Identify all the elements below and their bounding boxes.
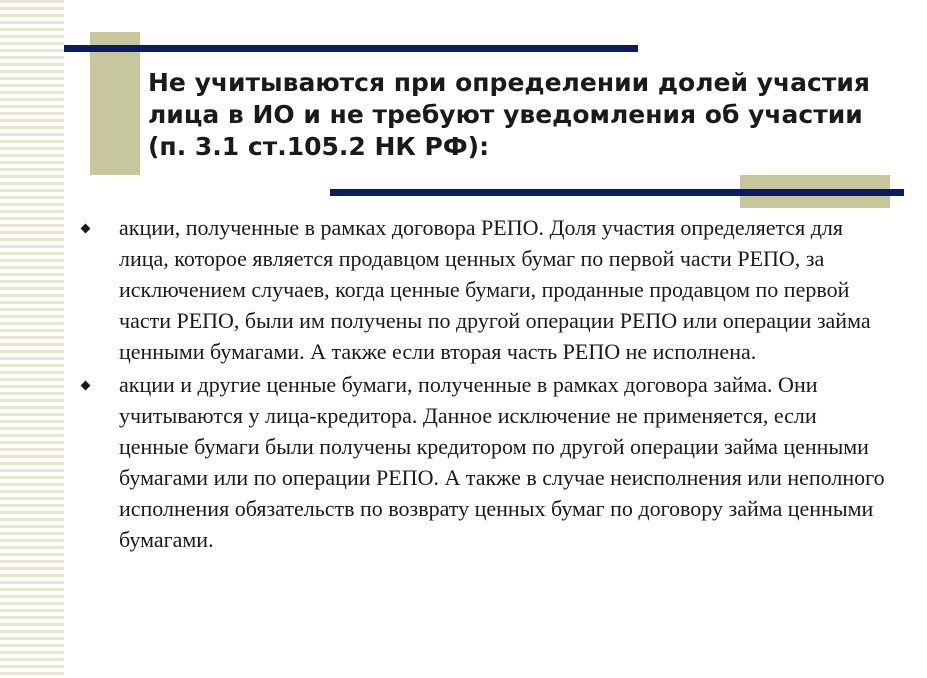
- title-rule-bottom: [330, 189, 904, 196]
- diamond-bullet-icon: [81, 381, 91, 391]
- title-rule-top: [64, 45, 638, 52]
- decorative-stripes: [0, 0, 64, 678]
- list-item: [78, 369, 888, 555]
- list-item: [78, 212, 888, 367]
- bullet-list: [78, 212, 888, 557]
- diamond-bullet-icon: [81, 224, 91, 234]
- bullet-text: акции, полученные в рамках договора РЕПО. Доля участия определяется для лица, которое является продавцом ценных бумаг по первой части РЕПО, за исключением случаев, когда ценные бумаги, проданные продавцом по первой части РЕПО, были им получены по другой операции РЕПО или операции займа ценными бумагами. А также если вторая часть РЕПО не исполнена.: [119, 215, 871, 364]
- slide-title: Не учитываются при определении долей участия лица в ИО и не требуют уведомления об участии (п. 3.1 ст.105.2 НК РФ):: [148, 68, 870, 161]
- bullet-text: акции и другие ценные бумаги, полученные в рамках договора займа. Они учитываются у лица-кредитора. Данное исключение не применяется, если ценные бумаги были получены кредитором по другой операции займа ценными бумагами или по операции РЕПО. А также в случае неисполнения или неполного исполнения обязательств по возврату ценных бумаг по договору займа ценными бумагами.: [119, 372, 885, 552]
- title-accent-block-left: [90, 32, 140, 175]
